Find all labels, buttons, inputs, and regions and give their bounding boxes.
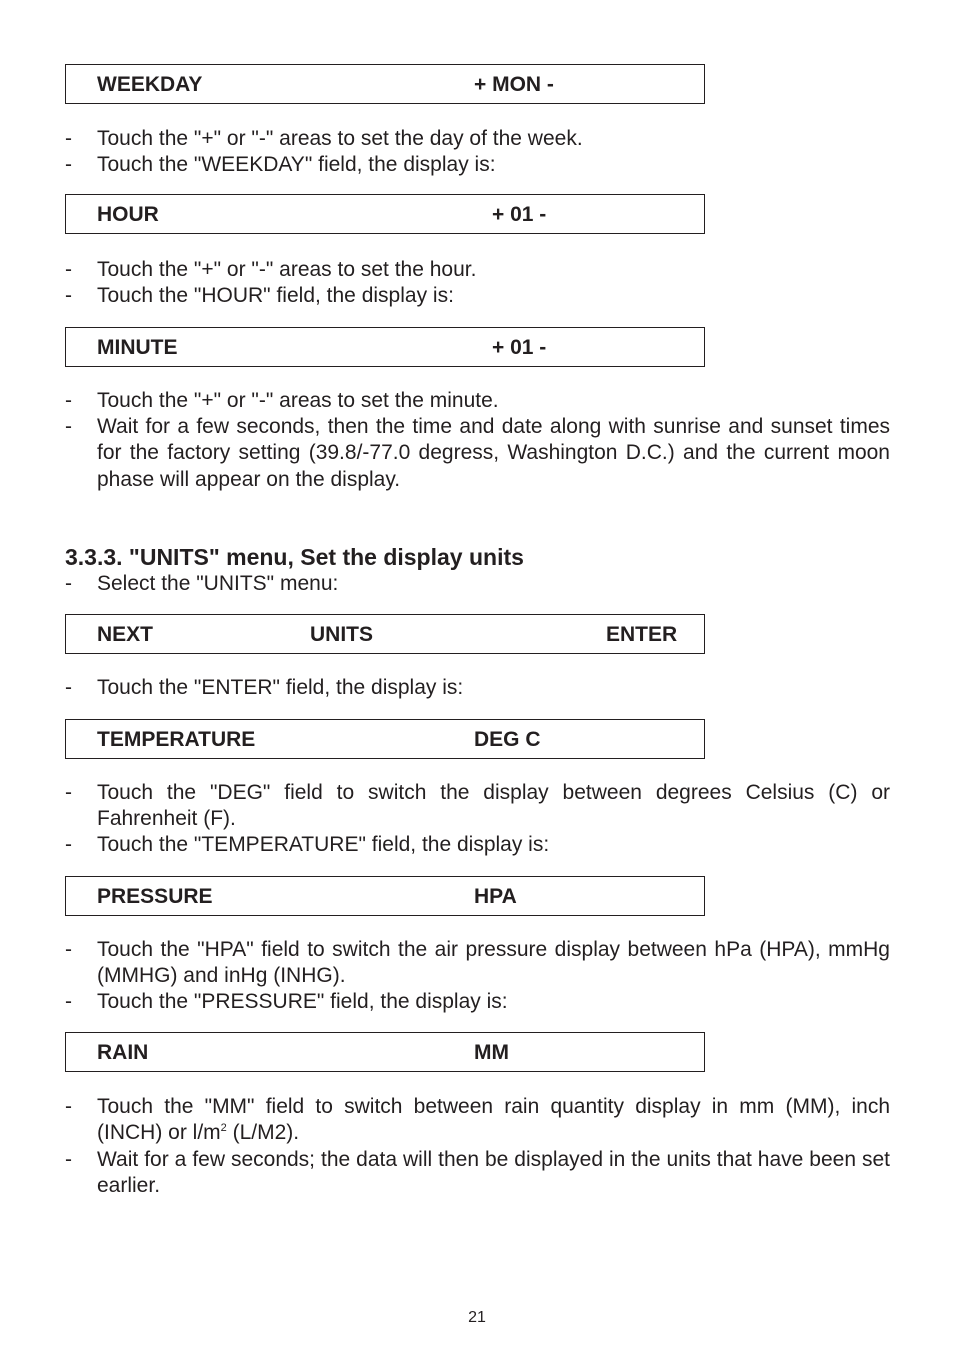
instruction-text: Touch the "DEG" field to switch the display between degrees Celsius (C) or Fahrenheit (F). <box>97 781 890 831</box>
list-dash: - <box>65 258 72 281</box>
list-dash: - <box>65 415 72 438</box>
list-dash: - <box>65 676 72 699</box>
section-heading: 3.3.3. "UNITS" menu, Set the display units <box>65 544 524 570</box>
page-number: 21 <box>468 1309 486 1326</box>
instruction-set-hour <box>65 257 890 283</box>
instruction-set-minute <box>65 388 890 414</box>
minute-value: + 01 - <box>492 336 547 359</box>
list-dash: - <box>65 833 72 856</box>
instruction-text: Wait for a few seconds, then the time and date along with sunrise and sunset times for the factory setting (39.8/-77.0 degress, Washington D.C.) and the current moon phase will appear on the display. <box>97 415 890 491</box>
instruction-deg <box>65 780 890 833</box>
list-dash: - <box>65 938 72 961</box>
instruction-select-units <box>65 571 890 597</box>
pressure-display <box>65 876 705 916</box>
minute-label: MINUTE <box>97 336 178 359</box>
list-dash: - <box>65 990 72 1013</box>
instruction-set-weekday <box>65 126 890 152</box>
instruction-text-main: Touch the "MM" field to switch between rain quantity display in mm (MM), inch (INCH) or l/m <box>97 1095 890 1145</box>
pressure-label: PRESSURE <box>97 885 213 908</box>
weekday-value: + MON - <box>474 73 554 96</box>
next-label: NEXT <box>97 623 154 646</box>
instruction-text-tail: (L/M2). <box>226 1121 300 1145</box>
list-dash: - <box>65 572 72 595</box>
instruction-text: Touch the "HOUR" field, the display is: <box>97 284 454 307</box>
pressure-value: HPA <box>474 885 517 908</box>
instruction-text: Select the "UNITS" menu: <box>97 572 339 595</box>
units-label: UNITS <box>310 623 373 646</box>
instruction-hpa <box>65 937 890 990</box>
rain-display <box>65 1032 705 1072</box>
list-dash: - <box>65 127 72 150</box>
list-dash: - <box>65 153 72 176</box>
superscript-2: 2 <box>220 1122 227 1135</box>
instruction-text: Wait for a few seconds; the data will then be displayed in the units that have been set earlier. <box>97 1148 890 1198</box>
instruction-wait-factory <box>65 414 890 493</box>
instruction-touch-temperature <box>65 832 890 858</box>
minute-display <box>65 327 705 367</box>
list-dash: - <box>65 781 72 804</box>
instruction-text: Touch the "+" or "-" areas to set the day of the week. <box>97 127 583 150</box>
instruction-text: Touch the "WEEKDAY" field, the display is: <box>97 153 496 176</box>
instruction-text: Touch the "ENTER" field, the display is: <box>97 676 464 699</box>
rain-value: MM <box>474 1041 509 1064</box>
list-dash: - <box>65 284 72 307</box>
instruction-touch-weekday <box>65 152 890 178</box>
temperature-label: TEMPERATURE <box>97 728 256 751</box>
hour-display <box>65 194 705 234</box>
list-dash: - <box>65 1095 72 1118</box>
list-dash: - <box>65 1148 72 1171</box>
instruction-touch-hour <box>65 283 890 309</box>
units-menu-display <box>65 614 705 654</box>
instruction-touch-pressure <box>65 989 890 1015</box>
instruction-text <box>97 1094 890 1147</box>
hour-label: HOUR <box>97 203 159 226</box>
hour-value: + 01 - <box>492 203 547 226</box>
rain-label: RAIN <box>97 1041 149 1064</box>
instruction-text: Touch the "+" or "-" areas to set the minute. <box>97 389 499 412</box>
instruction-text: Touch the "HPA" field to switch the air pressure display between hPa (HPA), mmHg (MMHG) and inHg (INHG). <box>97 938 890 988</box>
instruction-text: Touch the "TEMPERATURE" field, the display is: <box>97 833 550 856</box>
instruction-text: Touch the "+" or "-" areas to set the hour. <box>97 258 477 281</box>
enter-label: ENTER <box>606 623 678 646</box>
weekday-label: WEEKDAY <box>97 73 203 96</box>
temperature-value: DEG C <box>474 728 541 751</box>
instruction-text: Touch the "PRESSURE" field, the display is: <box>97 990 508 1013</box>
temperature-display <box>65 719 705 759</box>
instruction-wait-units <box>65 1147 890 1200</box>
weekday-display <box>65 64 705 104</box>
list-dash: - <box>65 389 72 412</box>
instruction-touch-enter <box>65 675 890 701</box>
instruction-mm <box>65 1094 890 1147</box>
